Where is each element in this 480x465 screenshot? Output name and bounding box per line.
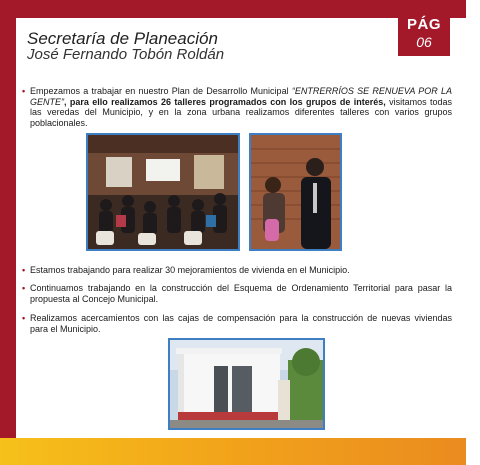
house-illustration [170, 340, 323, 428]
page-number-badge [398, 12, 450, 56]
bullet-plan-desarrollo [22, 86, 452, 128]
plan-name-quote: “ENTRERRÍOS SE RENUEVA POR LA GENTE” [30, 86, 453, 107]
photo-community-meeting [86, 133, 240, 251]
bullet-text: Estamos trabajando para realizar 30 mejoramientos de vivienda en el Municipio. [30, 265, 350, 275]
bullet-text: Continuamos trabajando en la construcción del Esquema de Ordenamiento Territorial para pasar la propuesta al Concejo Municipal. [30, 283, 452, 304]
page-label: PÁG [406, 16, 441, 33]
meeting-illustration [88, 135, 238, 249]
bullet-text: Realizamos acercamientos con las cajas de compensación para la construcción de nuevas viviendas para el Municipio. [30, 313, 452, 334]
bullet-intro: Empezamos a trabajar en nuestro Plan de Desarrollo Municipal [30, 86, 292, 96]
bullet-marker: • [22, 86, 26, 96]
bullet-cajas-compensacion [22, 313, 452, 334]
conversation-illustration [251, 135, 340, 249]
bullet-rest-text: visitamos todas las veredas del Municipio, y en la zona urbana realizamos diferentes talleres con varios grupos poblacionales. [30, 96, 453, 128]
bullet-esquema-ordenamiento [22, 283, 452, 304]
left-decorative-bar [0, 0, 16, 438]
page-title: Secretaría de Planeación [27, 29, 218, 48]
photo-house [168, 338, 325, 430]
bullet-text [30, 86, 452, 128]
photo-conversation [249, 133, 342, 251]
page-subtitle: José Fernando Tobón Roldán [27, 46, 225, 63]
bullet-marker: • [22, 313, 26, 323]
bottom-gradient-bar [0, 438, 466, 465]
page-number: 06 [416, 34, 432, 50]
bullet-bold-text: , para ello realizamos 26 talleres programados con los grupos de interés, [64, 96, 386, 107]
bullet-mejoramientos-vivienda [22, 265, 452, 276]
top-decorative-bar [0, 0, 466, 18]
bullet-marker: • [22, 265, 26, 275]
bullet-marker: • [22, 283, 26, 293]
